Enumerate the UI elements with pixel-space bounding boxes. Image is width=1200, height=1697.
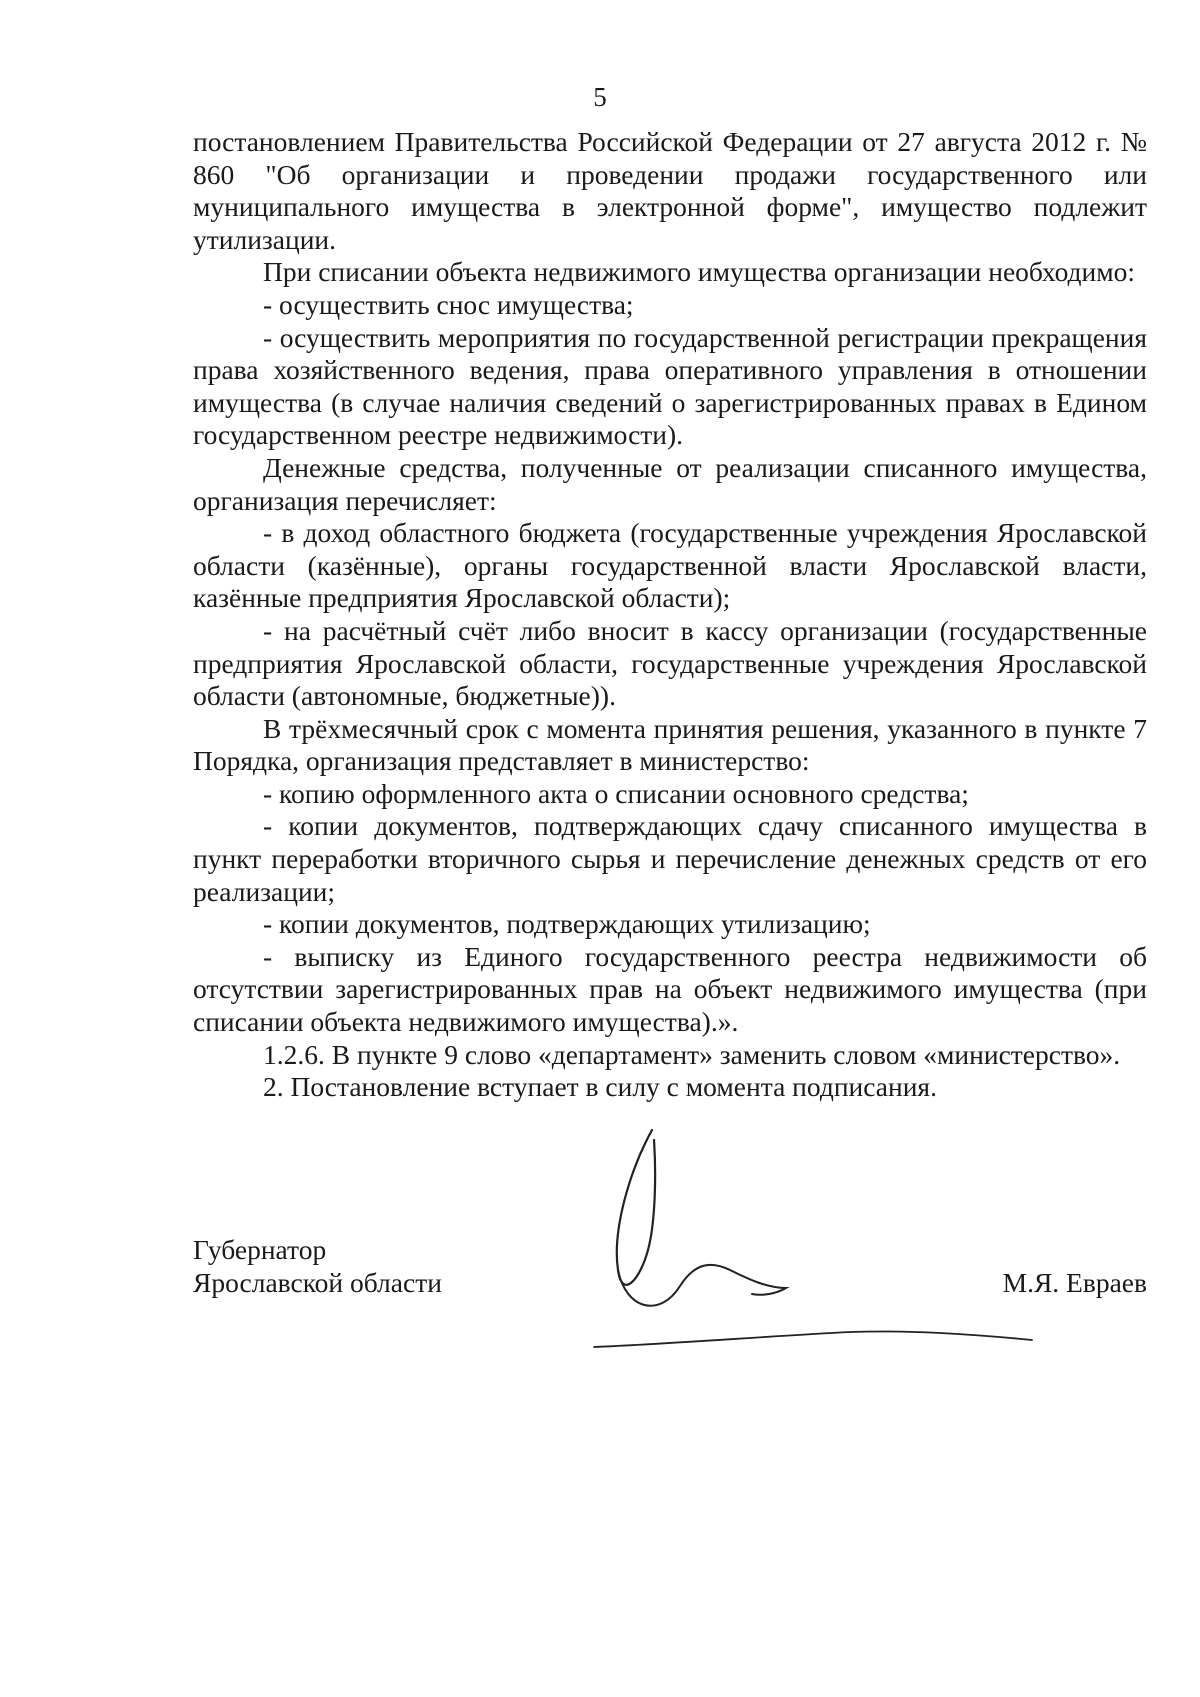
paragraph: В трёхмесячный срок с момента принятия решения, указанного в пункте 7 Порядка, организация представляет в министерство: [193, 712, 1147, 777]
paragraph: постановлением Правительства Российской Федерации от 27 августа 2012 г. № 860 "Об организации и проведении продажи государственного или муниципального имущества в электронной форме", имущество подлежит утилизации. [193, 126, 1147, 255]
signatory-title [193, 1234, 442, 1299]
paragraph: При списании объекта недвижимого имущества организации необходимо: [263, 256, 1136, 288]
paragraph: - копию оформленного акта о списании основного средства; [263, 777, 969, 809]
paragraph: - выписку из Единого государственного реестра недвижимости об отсутствии зарегистрированных прав на объект недвижимого имущества (при списании объекта недвижимого имущества).». [193, 940, 1147, 1038]
paragraph: Денежные средства, полученные от реализации списанного имущества, организация перечисляет: [193, 451, 1147, 516]
paragraph: - на расчётный счёт либо вносит в кассу организации (государственные предприятия Ярославской области, государственные учреждения Ярославской области (автономные, бюджетные)). [193, 614, 1147, 712]
paragraph: 1.2.6. В пункте 9 слово «департамент» заменить словом «министерство». [263, 1038, 1121, 1070]
paragraph: - копии документов, подтверждающих сдачу списанного имущества в пункт переработки вторичного сырья и перечисление денежных средств от его реализации; [193, 810, 1147, 907]
paragraph: - в доход областного бюджета (государственные учреждения Ярославской области (казённые), органы государственной власти Ярославской власти, казённые предприятия Ярославской области); [193, 517, 1147, 614]
signatory-name: М.Я. Евраев [1002, 1266, 1147, 1298]
paragraph: 2. Постановление вступает в силу с момента подписания. [263, 1071, 937, 1103]
page-number: 5 [593, 82, 607, 112]
paragraph: - осуществить мероприятия по государственной регистрации прекращения права хозяйственного ведения, права оперативного управления в отношении имущества (в случае наличия сведений о зарегистрированных правах в Едином государственном реестре недвижимости). [193, 321, 1147, 451]
paragraph: - осуществить снос имущества; [263, 288, 634, 320]
signature-block [193, 1234, 1147, 1344]
document-body [193, 126, 1147, 1104]
signatory-title-line1: Губернатор [193, 1234, 327, 1265]
signatory-title-line2: Ярославской области [193, 1266, 442, 1298]
paragraph: - копии документов, подтверждающих утилизацию; [263, 908, 871, 940]
